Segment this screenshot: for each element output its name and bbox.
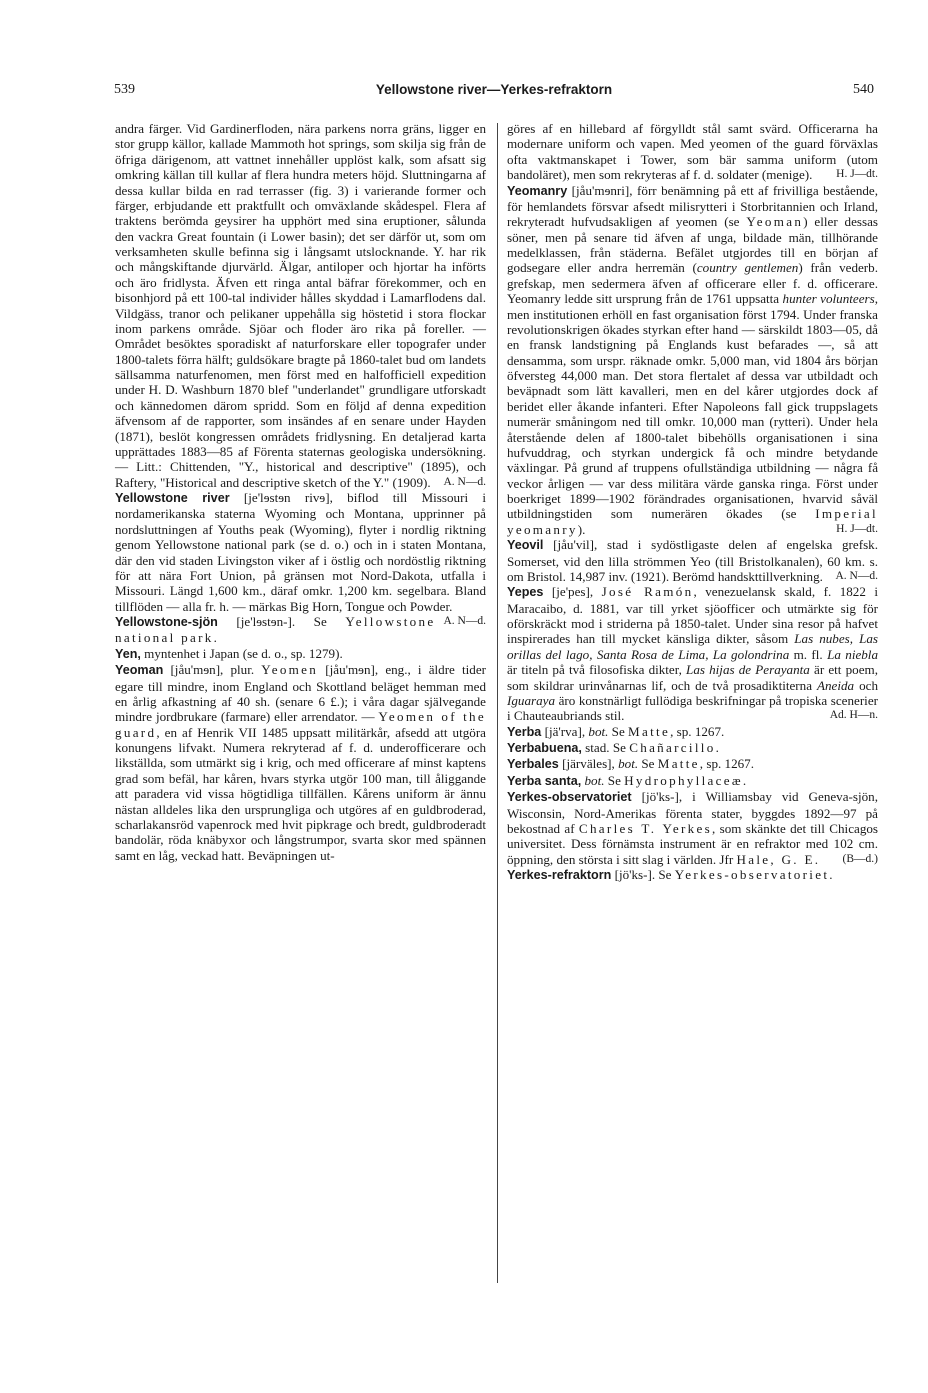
cross-reference: Matte xyxy=(628,723,671,739)
headword: Yerkes-refraktorn xyxy=(507,868,612,882)
headword: Yeomanry xyxy=(507,183,568,198)
cross-reference: Yeoman xyxy=(746,214,804,230)
cross-reference: Chañarcillo xyxy=(629,740,716,755)
headword: Yerba xyxy=(507,724,542,739)
headword: Yellowstone-sjön xyxy=(115,615,218,629)
cross-reference: Yeomen of the guard xyxy=(115,709,486,740)
entry-yeoman-continued: göres af en hillebard af förgylldt stål samt svärd. Officerarna ha modernare uniform och vapen. Med yeomen of the guard förväxlas ofta vaktmanskapet i Tower, som bär samma uniform (utom bandoläret), men som rekryteras af f. d. soldater (menige). H. J—dt. xyxy=(507,121,878,183)
cross-reference: Imperial yeomanry xyxy=(507,506,878,537)
entry-yerbales: Yerbales [järväles], bot. Se Matte, sp. 1267. xyxy=(507,756,754,772)
page-number-right: 540 xyxy=(853,82,874,97)
author-signature: A. N—d. xyxy=(443,475,486,488)
headword: Yepes xyxy=(507,585,544,600)
running-title: Yellowstone river—Yerkes-refraktorn xyxy=(375,82,613,97)
entry-yerkes-refraktorn: Yerkes-refraktorn [jö'ks-]. Se Yerkes-observatoriet. xyxy=(507,867,833,882)
entry-yellowstone-park-continued: andra färger. Vid Gardinerfloden, nära parkens norra gräns, ligger en stor grupp källor, kallade Mammoth hot springs, som skilja sig från de öfriga därigenom, att vattnet innehåller upplöst kalk, som afsatt sig omkring källan till kullar af flera hundra meters höjd. Sluttningarna af dessa kullar bilda en rad terrasser (fig. 3) i varierande former och färger, erbjudande ett praktfullt och omväxlande skådespel. Flera af traktens berömda geysirer ha upphört med sina eruptioner, sålunda den vackra Great fountain (i Lower basin); det ser därför ut, som om verksamheten skulle befinna sig i långsamt utslocknande. Y. har rik och mångskiftande djurvärld. Älgar, antiloper och hjortar ha införts och äro fridlysta. Äfven ett ringa antal bäfrar förekommer, och en bisonhjord på ett 100-tal individer hålles skyddad i Lamarflodens dal. Vildgäss, tranor och pelikaner uppehålla sig höstetid i stora flockar inom parkens område. Sjöar och floder äro rika på foreller. — Området besöktes sporadiskt af naturforskare eller topografer under 1800-talets förra hälft; guldsökare bragte på 1860-talet bud om landets sällsamma naturfenomen, men först med en halfofficiell expedition under H. D. Washburn 1870 blef "underlandet" grundligare utforskadt och kännedomen därom spridd. Som en följd af denna expedition äfvensom af de rapporter, som insändes af en senare under Hayden (1871), beslöt kongressen områdets fridlysning. En detaljerad karta upprättades 1883—85 af Förenta staternas geologiska undersökning. — Litt.: Chittenden, "Y., historical and descriptive" (1895), och Raftery, "Historical and descriptive sketch of the Y." (1909). A. N—d. xyxy=(115,121,486,490)
entry-yellowstone-sjon: Yellowstone-sjön [je'lɘstɘn-]. Se Yellowstone national park. xyxy=(115,614,436,646)
entry-yerbabuena: Yerbabuena, stad. Se Chañarcillo. xyxy=(507,740,719,755)
headword: Yen, xyxy=(115,646,141,661)
author-signature: H. J—dt. xyxy=(836,522,878,535)
headword: Yerbabuena, xyxy=(507,741,582,755)
entry-yerba: Yerba [jä'rva], bot. Se Matte, sp. 1267. xyxy=(507,723,725,739)
page-header xyxy=(114,82,874,106)
author-signature: Ad. H—n. xyxy=(829,709,878,722)
page-number-left: 539 xyxy=(114,82,135,97)
cross-reference: Yeomen xyxy=(261,662,319,678)
author-signature: A. N—d. xyxy=(835,569,878,582)
author-signature: A. N—d. xyxy=(443,615,486,627)
left-column xyxy=(115,121,486,863)
cross-reference: Yerkes-observatoriet xyxy=(674,867,830,882)
entry-yeovil: Yeovil [jåu'vil], stad i sydöstligaste delen af engelska grefsk. Somerset, vid den lilla strömmen Yeo (till Bristolkanalen), 60 km. s. om Bristol. 14,987 inv. (1921). Berömd handskttillverkning. A. N—d. xyxy=(507,537,878,584)
headword: Yeoman xyxy=(115,663,164,678)
headword: Yellowstone river xyxy=(115,491,230,505)
cross-reference: Yellowstone national park xyxy=(115,614,436,646)
headword: Yerkes-observatoriet xyxy=(507,790,632,805)
entry-yen: Yen, myntenhet i Japan (se d. o., sp. 1279). xyxy=(115,645,343,661)
entry-yerba-santa: Yerba santa, bot. Se Hydrophyllaceæ. xyxy=(507,772,747,788)
entry-yeoman: Yeoman [jåu'mɘn], plur. Yeomen [jåu'mɘn], eng., i äldre tider egare till mindre, inom England och Skottland beläget hemman med en årlig afkastning af 40 sh. (senare 6 £.); i våra dagar självegande mindre jordbrukare (farmare) eller arrendator. — Yeomen of the guard, en af Henrik VII 1485 uppsatt militärkår, afsedd att utgöra konungens lifvakt. Numera rekryterad af f. d. underofficerare och likställda, som utmärkt sig i krig, och med officerare af minst kaptens grad som befäl, har kåren, hvars styrka utgör 100 man, till åliggande att paradera vid vissa högtidliga tillfällen. Kårens uniform är ännu nästan alldeles lika den ursprungliga och utgöres af en guldbroderad, scharlakansröd vapenrock med hvit pipkrage och bredt, guldbroderadt bandolär, röda knäbyxor och långstrumpor, svarta skor med spännen samt en låg, veckad hatt. Beväpningen ut- xyxy=(115,662,487,863)
cross-reference: Matte xyxy=(657,756,700,772)
cross-reference: José Ramón xyxy=(601,584,694,600)
entry-yepes: Yepes [je'pes], José Ramón, venezuelansk skald, f. 1822 i Maracaibo, d. 1881, var till yrket sjöofficer och utmärkte sig för oförskräckt mod i striderna på 1850-talet. Under sina resor på hafvet inspirerades han till mycket känsliga dikter, såsom Las nubes, Las orillas del lago, Santa Rosa de Lima, La golondrina m. fl. La niebla är titeln på två filosofiska dikter, Las hijas de Perayanta är ett poem, som skildrar urinvånarnas lif, och de två prosadiktiterna Aneida och Iguaraya äro konstnärligt fullödiga beskrifningar på tropiska scenerier i Chauteaubriands stil. Ad. H—n. xyxy=(507,584,878,724)
author-signature: H. J—dt. xyxy=(836,168,878,181)
entry-yerkes-observatoriet: Yerkes-observatoriet [jö'ks-], i Williamsbay vid Geneva-sjön, Wisconsin, Nord-Amerikas förenta stater, byggdes 1892—97 på bekostnad af Charles T. Yerkes, som skänkte det till Chicagos universitet. Dess förnämsta instrument är en refraktor med 102 cm. öppning, den största i sitt slag i världen. Jfr Hale, G. E. (B—d.) xyxy=(507,789,879,867)
entry-yellowstone-river: Yellowstone river [je'lɘstɘn rivɘ], biflod till Missouri i nordamerikanska staterna Wyoming och Montana, upprinner på nordsluttningen af Youths peak (Wyoming), flyter i nordlig riktning genom Yellowstone national park (se d. o.) och in i staten Montana, där den vid staden Livingston viker af i östlig och nordöstlig riktning för att nära Fort Union, på gränsen mot Nord-Dakota, utfalla i Missouri. Längd 1,600 km., däraf omkr. 1,200 km. segelbara. Bland tillflöden — alla fr. h. — märkas Big Horn, Tongue och Powder. A. N—d. xyxy=(115,490,486,614)
cross-reference: Hydrophyllaceæ xyxy=(624,772,743,788)
cross-reference: Charles T. Yerkes xyxy=(578,820,713,836)
headword: Yerba santa, xyxy=(507,773,582,788)
column-divider xyxy=(497,123,498,1283)
headword: Yeovil xyxy=(507,538,544,553)
entry-yeomanry: Yeomanry [jåu'mɘnri], förr benämning på ett af frivilliga bestående, för hemlandets försvar afsedt milisrytteri i Storbritannien och Irland, rekryteradt hufvudsakligen af yeomen (se Yeoman) eller dessas söner, men på senare tid äfven af unga, bildade män, tillhörande medelklassen, från städerna. Befälet utgjordes till en början af godsegare eller andra herremän (country gentlemen) från vederb. grefskap, men sedermera äfven af officerare eller f. d. officerare. Yeomanry ledde sitt ursprung från de 1761 uppsatta hunter volunteers, men institutionen erhöll en fast organisation först 1794. Under franska revolutionskrigen ökades styrkan efter hand — särskildt 1803—05, då en fransk landstigning på Englands kust befarades —, så att densamma, som urspr. räknade omkr. 5,000 man, vid 1804 års början öfversteg 44,000 man. Det stora flertalet af dessa var utbildadt och beväpnadt som lätt kavalleri, men en del kårer utgjordes dock af beridet eller åkande infanteri. Efter Napoleons fall gick truppslagets numerär småningom ned till omkr. 10,000 man (rytteri). Under hela återstående delen af 1800-talet bibehölls organisationen i sina hufvuddrag, och styrkan undergick få och mindre betydande växlingar. På grund af truppens ofullständiga utbildning — några få veckor årligen — var dess militära värde ganska ringa. Först under boerkriget 1899—1902 förändrades organisationen, hvarvid såväl utbildningstiden som numerären ökades (se Imperial yeomanry). H. J—dt. xyxy=(507,182,878,537)
headword: Yerbales xyxy=(507,757,559,772)
right-column xyxy=(507,121,878,883)
author-signature: (B—d.) xyxy=(842,852,878,865)
cross-reference: Hale, G. E. xyxy=(736,851,821,867)
